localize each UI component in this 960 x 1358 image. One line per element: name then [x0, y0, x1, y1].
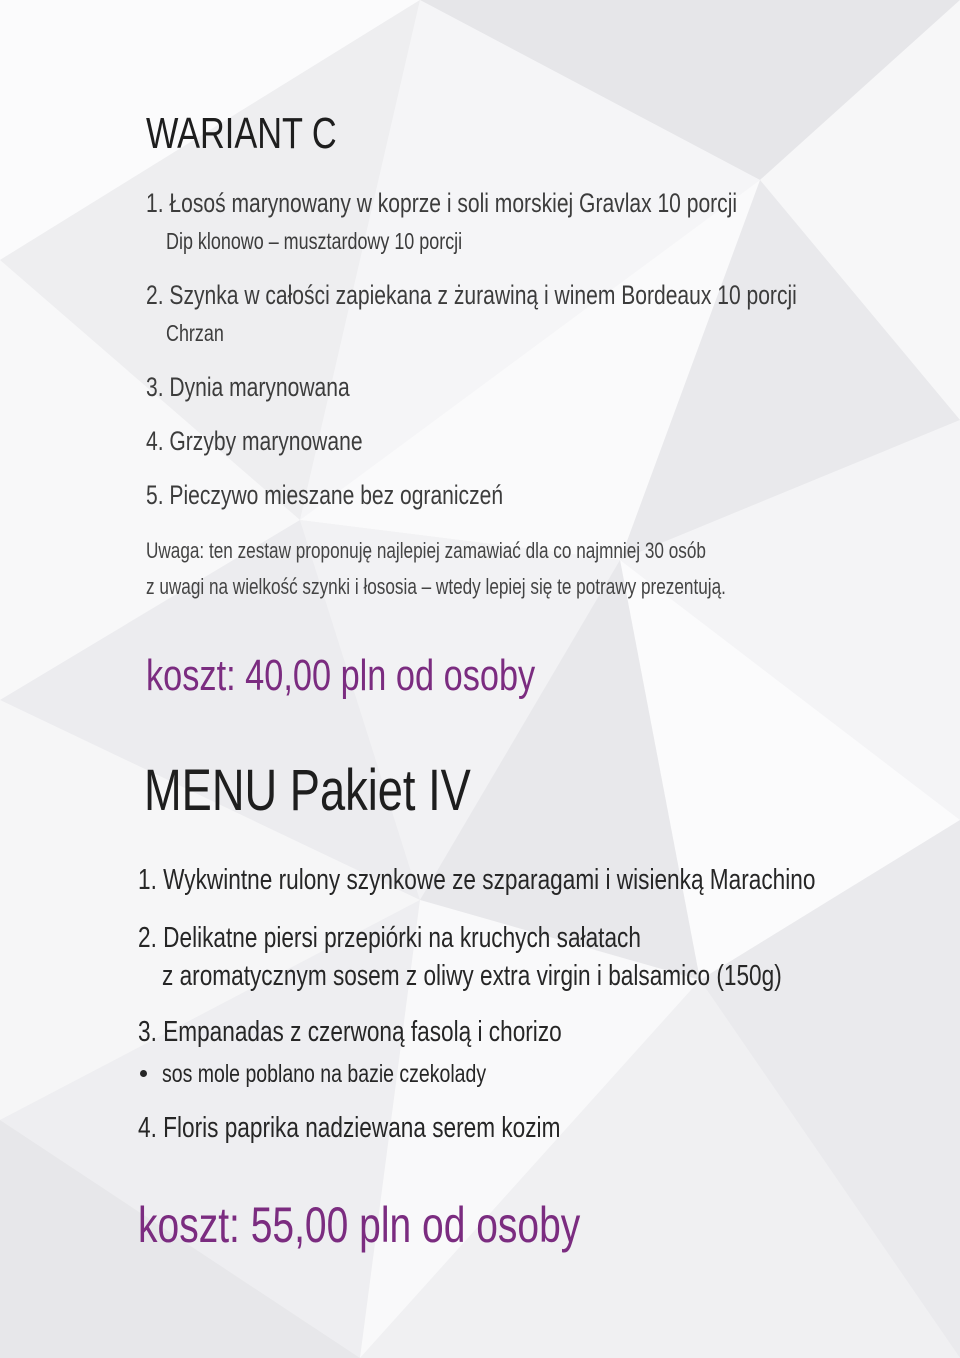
- wariant-title: WARIANT C: [146, 109, 337, 158]
- wariant-item-1: 1. Łosoś marynowany w koprze i soli morskiej Gravlax 10 porcji: [146, 188, 738, 218]
- menu-item-2: 2. Delikatne piersi przepiórki na kruchych sałatach: [138, 922, 641, 954]
- bullet-dot-icon: [140, 1070, 147, 1077]
- wariant-item-4: 4. Grzyby marynowane: [146, 426, 363, 456]
- menu-item-3: 3. Empanadas z czerwoną fasolą i chorizo: [138, 1016, 562, 1048]
- menu-item-3-sub: sos mole poblano na bazie czekolady: [162, 1060, 487, 1088]
- wariant-item-3: 3. Dynia marynowana: [146, 372, 350, 402]
- wariant-price: koszt: 40,00 pln od osoby: [146, 651, 536, 700]
- wariant-note-line-2: z uwagi na wielkość szynki i łososia – wtedy lepiej się te potrawy prezentują.: [146, 574, 726, 599]
- menu-item-1: 1. Wykwintne rulony szynkowe ze szparagami i wisienką Marachino: [138, 864, 816, 896]
- wariant-item-2: 2. Szynka w całości zapiekana z żurawiną i winem Bordeaux 10 porcji: [146, 280, 797, 310]
- menu-item-4: 4. Floris paprika nadziewana serem kozim: [138, 1112, 561, 1144]
- wariant-item-5: 5. Pieczywo mieszane bez ograniczeń: [146, 480, 504, 510]
- menu-title: MENU Pakiet IV: [144, 758, 471, 823]
- wariant-item-2-sub: Chrzan: [166, 320, 224, 346]
- menu-item-2-cont: z aromatycznym sosem z oliwy extra virgin i balsamico (150g): [162, 960, 782, 992]
- wariant-note-line-1: Uwaga: ten zestaw proponuję najlepiej zamawiać dla co najmniej 30 osób: [146, 538, 706, 563]
- menu-price: koszt: 55,00 pln od osoby: [138, 1197, 581, 1253]
- wariant-item-1-sub: Dip klonowo – musztardowy 10 porcji: [166, 228, 463, 254]
